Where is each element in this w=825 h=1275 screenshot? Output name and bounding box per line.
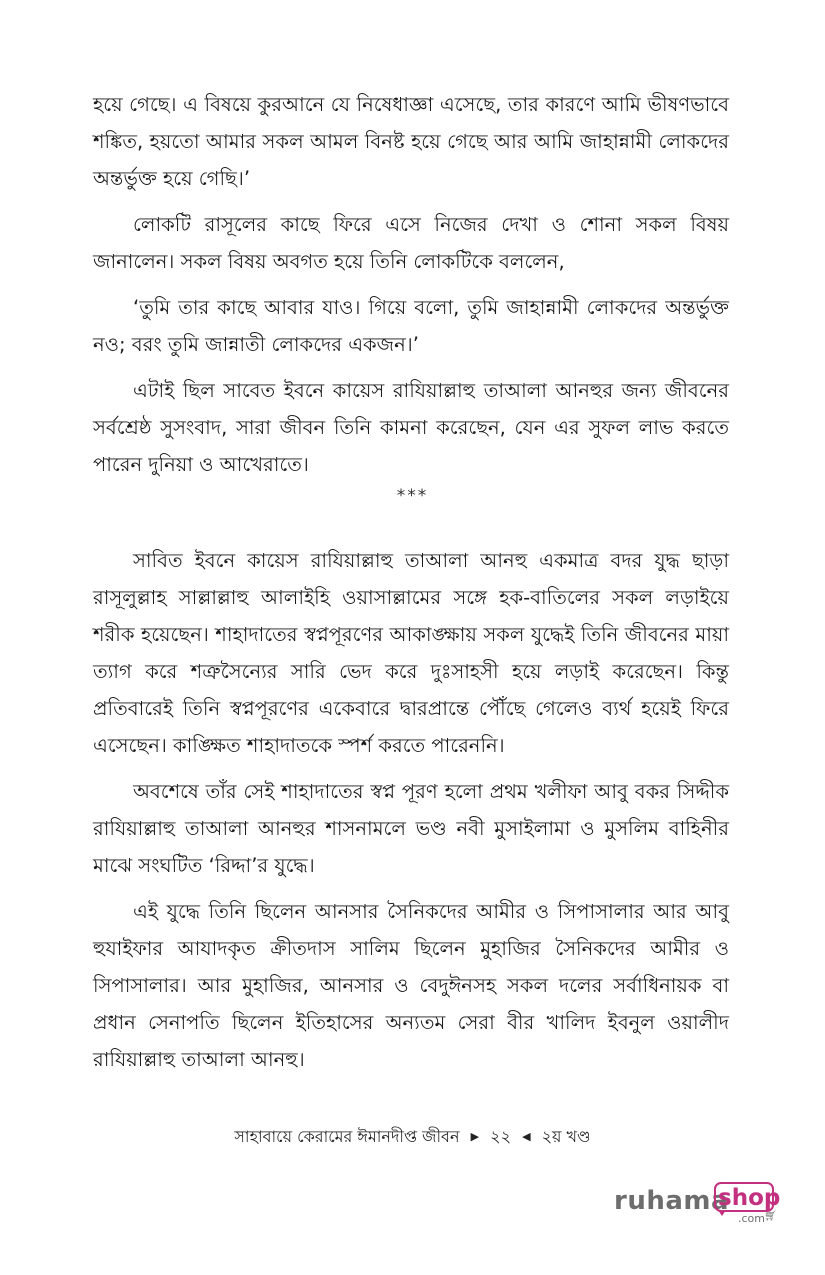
paragraph: অবশেষে তাঁর সেই শাহাদাতের স্বপ্ন পূরণ হলো প্রথম খলীফা আবু বকর সিদ্দীক রাযিয়াল্লাহু তাআলা আনহুর শাসনামলে ভণ্ড নবী মুসাইলামা ও মুসলিম বাহিনীর মাঝে সংঘটিত ‘রিদ্দা’র যুদ্ধে। xyxy=(93,780,729,877)
paragraph: এটাই ছিল সাবেত ইবনে কায়েস রাযিয়াল্লাহু তাআলা আনহুর জন্য জীবনের সর্বশ্রেষ্ঠ সুসংবাদ, সারা জীবন তিনি কামনা করেছেন, যেন এর সুফল লাভ করতে পারেন দুনিয়া ও আখেরাতে। xyxy=(93,379,729,476)
paragraph: হয়ে গেছে। এ বিষয়ে কুরআনে যে নিষেধাজ্ঞা এসেছে, তার কারণে আমি ভীষণভাবে শঙ্কিত, হয়তো আমার সকল আমল বিনষ্ট হয়ে গেছে আর আমি জাহান্নামী লোকদের অন্তর্ভুক্ত হয়ে গেছি।’ xyxy=(93,93,729,190)
triangle-right-icon: ▶ xyxy=(470,1130,480,1143)
paragraph: লোকটি রাসূলের কাছে ফিরে এসে নিজের দেখা ও শোনা সকল বিষয় জানালেন। সকল বিষয় অবগত হয়ে তিনি লোকটিকে বললেন, xyxy=(93,213,729,273)
paragraph: এই যুদ্ধে তিনি ছিলেন আনসার সৈনিকদের আমীর ও সিপাসালার আর আবু হুযাইফার আযাদকৃত ক্রীতদাস সালিম ছিলেন মুহাজির সৈনিকদের আমীর ও সিপাসালার। আর মুহাজির, আনসার ও বেদুঈনসহ সকল দলের সর্বাধিনায়ক বা প্রধান সেনাপতি ছিলেন ইতিহাসের অন্যতম সেরা বীর খালিদ ইবনুল ওয়ালীদ রাযিয়াল্লাহু তাআলা আনহু। xyxy=(93,900,729,1071)
logo-text-ruhama: ruhama xyxy=(614,1186,730,1216)
logo-bubble-tail xyxy=(718,1210,726,1216)
page-footer xyxy=(0,1124,825,1151)
page-number: ২২ xyxy=(490,1127,511,1146)
cart-icon: 🛒︎ xyxy=(764,1211,777,1222)
book-title: সাহাবায়ে কেরামের ঈমানদীপ্ত জীবন xyxy=(234,1127,460,1146)
paragraph: সাবিত ইবনে কায়েস রাযিয়াল্লাহু তাআলা আনহু একমাত্র বদর যুদ্ধ ছাড়া রাসূলুল্লাহ সাল্লাল্লাহু আলাইহি ওয়াসাল্লামের সঙ্গে হক-বাতিলের সকল লড়াইয়ে শরীক হয়েছেন। শাহাদাতের স্বপ্নপূরণের আকাঙ্ক্ষায় সকল যুদ্ধেই তিনি জীবনের মায়া ত্যাগ করে শত্রুসৈন্যের সারি ভেদ করে দুঃসাহসী হয়ে লড়াই করেছেন। কিন্তু প্রতিবারেই তিনি স্বপ্নপূরণের একেবারে দ্বারপ্রান্তে পৌঁছে গেলেও ব্যর্থ হয়েই ফিরে এসেছেন। কাঙ্ক্ষিত শাহাদাতকে স্পর্শ করতে পারেননি। xyxy=(93,549,729,757)
ruhamashop-logo xyxy=(614,1180,779,1230)
paragraph: ‘তুমি তার কাছে আবার যাও। গিয়ে বলো, তুমি জাহান্নামী লোকদের অন্তর্ভুক্ত নও; বরং তুমি জান্নাতী লোকদের একজন।’ xyxy=(93,296,729,356)
logo-domain: .com xyxy=(738,1212,765,1225)
section-separator: *** xyxy=(396,486,429,506)
section-2 xyxy=(93,542,729,1078)
triangle-left-icon: ◀ xyxy=(522,1130,531,1143)
volume-label: ২য় খণ্ড xyxy=(541,1127,591,1146)
section-1 xyxy=(93,86,729,483)
logo-text-shop: shop xyxy=(718,1185,781,1211)
